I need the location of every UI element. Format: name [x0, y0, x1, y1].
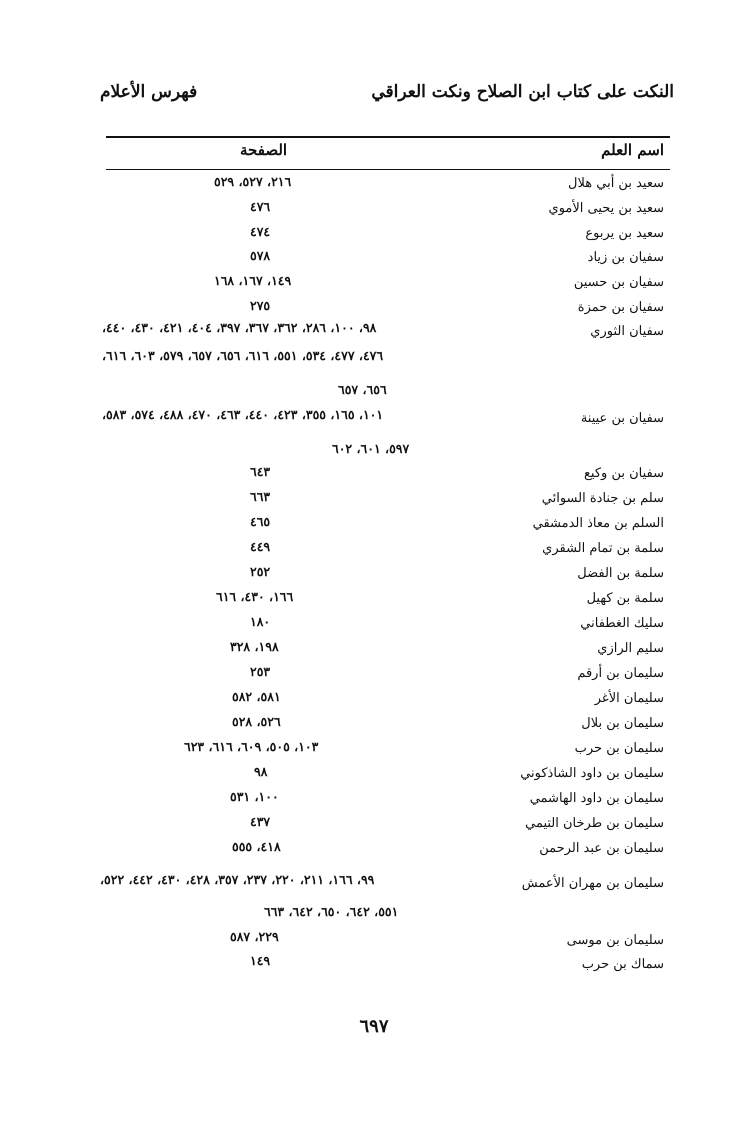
index-row [100, 201, 664, 225]
page-refs: ٩٨، ١٠٠، ٢٨٦، ٣٦٢، ٣٦٧، ٣٩٧، ٤٠٤، ٤٢١، ٤٣٠، ٤٤٠، [102, 320, 377, 335]
book-title: النكت على كتاب ابن الصلاح ونكت العراقي [371, 82, 674, 102]
page-refs: ٢٥٣ [250, 664, 271, 679]
person-name: سليمان بن طرخان التيمي [525, 816, 664, 831]
person-name: سفيان بن وكيع [584, 466, 664, 481]
index-row [100, 791, 664, 815]
index-row [100, 516, 664, 540]
page-refs: ٩٩، ١٦٦، ٢١١، ٢٢٠، ٢٣٧، ٣٥٧، ٤٢٨، ٤٣٠، ٤٤٢، ٥٢٢، [100, 872, 375, 887]
page-refs: ٥٨١، ٥٨٢ [232, 689, 281, 704]
index-row [100, 766, 664, 790]
index-row [100, 566, 664, 590]
page-refs: ٤٣٧ [250, 814, 271, 829]
page-refs: ١٦٦، ٤٣٠، ٦١٦ [216, 589, 294, 604]
page-refs: ١٠١، ١٦٥، ٣٥٥، ٤٢٣، ٤٤٠، ٤٦٣، ٤٧٠، ٤٨٨، ٥٧٤، ٥٨٣، [102, 407, 384, 422]
running-header [100, 82, 674, 114]
person-name: سلمة بن الفضل [577, 566, 664, 581]
index-row [100, 616, 664, 640]
table-header-rule [106, 169, 670, 170]
page-refs: ٢٧٥ [250, 298, 271, 313]
column-header-name: اسم العلم [601, 141, 664, 159]
page-refs: ٥٢٦، ٥٢٨ [232, 714, 281, 729]
person-name: سليمان بن أرقم [577, 666, 664, 681]
page-refs: ١٠٣، ٥٠٥، ٦٠٩، ٦١٦، ٦٢٣ [184, 739, 319, 754]
person-name: سفيان بن زياد [587, 250, 664, 265]
page-refs: ٤٧٤ [250, 224, 271, 239]
person-name: سليمان بن داود الهاشمي [529, 791, 664, 806]
index-row [100, 320, 664, 404]
column-header-page: الصفحة [240, 141, 288, 159]
index-row [100, 716, 664, 740]
page-refs-continued: ٤٧٦، ٤٧٧، ٥٣٤، ٥٥١، ٦١٦، ٦٥٦، ٦٥٧، ٥٧٩، ٦٠٣، ٦١٦، [102, 348, 384, 363]
index-row [100, 691, 664, 715]
index-row [100, 275, 664, 299]
page-refs: ١٩٨، ٣٢٨ [230, 639, 279, 654]
person-name: سلم بن جنادة السوائي [541, 491, 664, 506]
person-name: سليك الغطفاني [580, 616, 664, 631]
index-row [100, 872, 664, 928]
index-row [100, 226, 664, 250]
person-name: سليمان الأغر [594, 691, 664, 706]
index-row [100, 250, 664, 274]
index-row [100, 816, 664, 840]
page-refs: ١٤٩، ١٦٧، ١٦٨ [214, 273, 292, 288]
person-name: السلم بن معاذ الدمشقي [532, 516, 664, 531]
person-name: سليمان بن موسى [566, 933, 664, 948]
index-row [100, 466, 664, 490]
section-title: فهرس الأعلام [100, 82, 198, 102]
page-number: ٦٩٧ [359, 1016, 389, 1037]
page-refs-continued: ٥٩٧، ٦٠١، ٦٠٢ [332, 441, 410, 456]
index-row [100, 407, 664, 461]
index-row [100, 541, 664, 565]
index-row [100, 641, 664, 665]
person-name: سليمان بن داود الشاذكوني [520, 766, 664, 781]
person-name: سعيد بن يحيى الأموي [548, 201, 664, 216]
page-refs: ٤٧٦ [250, 199, 271, 214]
person-name: سلمة بن كهيل [586, 591, 664, 606]
table-top-rule [106, 136, 670, 138]
person-name: سلمة بن تمام الشقري [542, 541, 664, 556]
person-name: سليمان بن بلال [581, 716, 664, 731]
person-name: سماك بن حرب [581, 957, 664, 972]
page-refs: ٦٦٣ [250, 489, 271, 504]
index-row [100, 176, 664, 200]
page-refs: ٥٧٨ [250, 248, 271, 263]
index-row [100, 929, 664, 957]
page-refs: ٢٢٩، ٥٨٧ [230, 929, 279, 944]
page-refs: ٤١٨، ٥٥٥ [232, 839, 281, 854]
person-name: سليم الرازي [597, 641, 664, 656]
page-refs: ٢١٦، ٥٢٧، ٥٢٩ [214, 174, 292, 189]
person-name: سليمان بن مهران الأعمش [521, 876, 664, 891]
person-name: سليمان بن عبد الرحمن [539, 841, 664, 856]
page-refs: ١٠٠، ٥٣١ [230, 789, 279, 804]
index-row [100, 841, 664, 865]
page-refs: ٢٥٢ [250, 564, 271, 579]
person-name: سفيان بن حسين [573, 275, 664, 290]
index-row [100, 953, 664, 981]
index-row [100, 666, 664, 690]
page-refs: ٦٤٣ [250, 464, 271, 479]
page-refs-continued: ٥٥١، ٦٤٢، ٦٥٠، ٦٤٢، ٦٦٣ [264, 904, 399, 919]
page-refs-continued: ٦٥٦، ٦٥٧ [338, 382, 387, 397]
person-name: سفيان بن عيينة [580, 411, 664, 426]
page-refs: ١٤٩ [250, 953, 271, 968]
page-refs: ٤٤٩ [250, 539, 271, 554]
index-row [100, 591, 664, 615]
person-name: سعيد بن يربوع [585, 226, 664, 241]
person-name: سعيد بن أبي هلال [568, 176, 664, 191]
page-refs: ١٨٠ [250, 614, 271, 629]
person-name: سفيان بن حمزة [577, 300, 664, 315]
person-name: سفيان الثوري [590, 324, 664, 339]
index-row [100, 741, 664, 765]
page-refs: ٩٨ [254, 764, 268, 779]
person-name: سليمان بن حرب [574, 741, 664, 756]
page-refs: ٤٦٥ [250, 514, 271, 529]
index-row [100, 491, 664, 515]
